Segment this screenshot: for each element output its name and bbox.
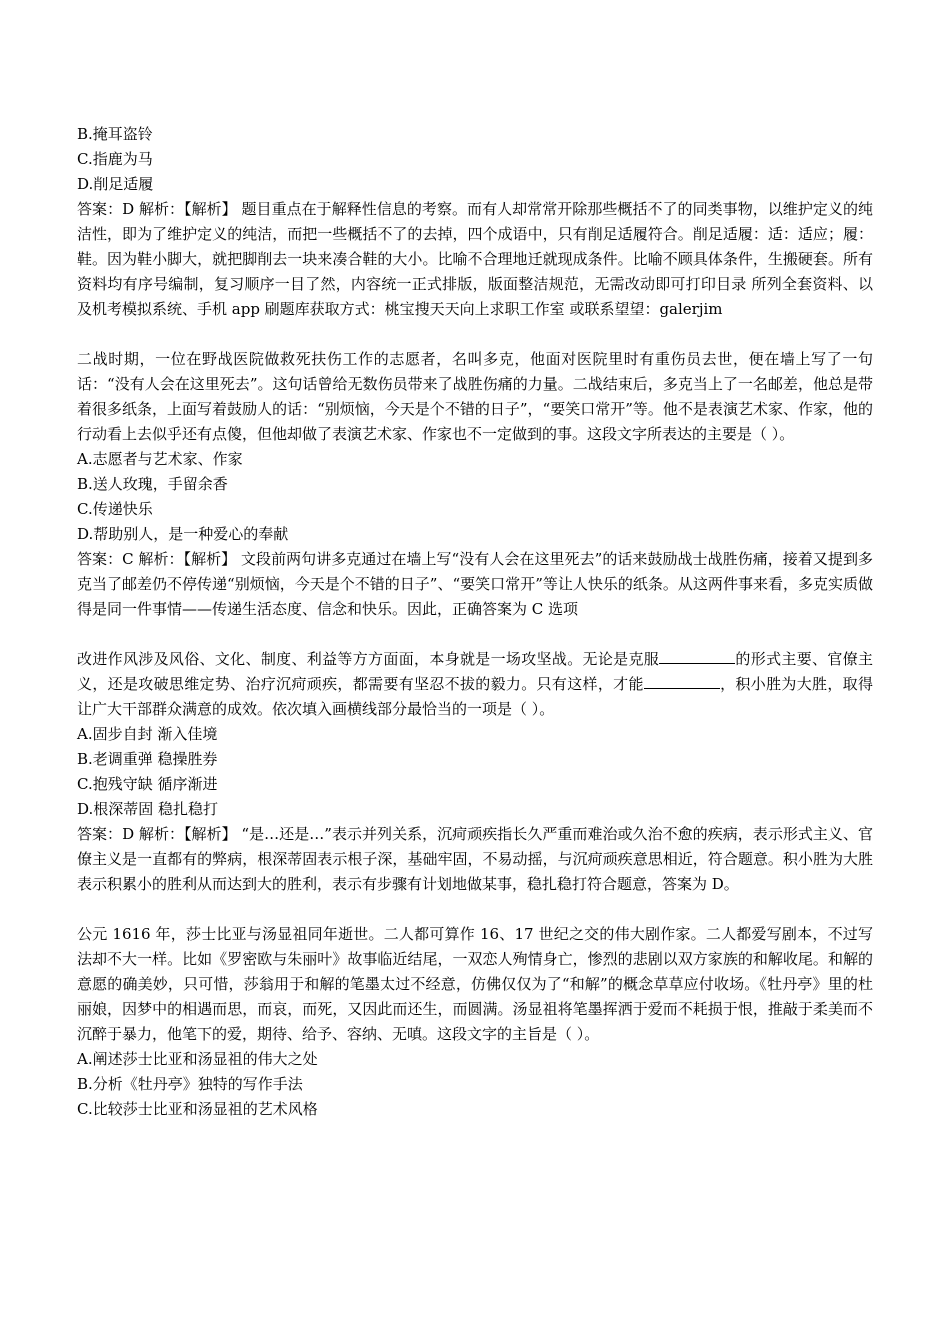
fill-blank-2 <box>644 674 720 689</box>
question-block-1 <box>77 122 873 322</box>
option-d: D.削足适履 <box>77 175 154 193</box>
option-a: A.固步自封 渐入佳境 <box>77 725 218 743</box>
question-block-4 <box>77 922 873 1122</box>
document-page <box>77 122 873 1122</box>
option-d: D.根深蒂固 稳扎稳打 <box>77 800 219 818</box>
option-b: B.送人玫瑰，手留余香 <box>77 475 228 493</box>
question-block-2 <box>77 347 873 622</box>
answer-explanation: 答案：D 解析：【解析】 “是…还是…”表示并列关系，沉疴顽疾指长久严重而难治或久治不愈的疾病，表示形式主义、官僚主义是一直都有的弊病，根深蒂固表示根子深，基础牢固，不易动摇，与沉疴顽疾意思相近，符合题意。积小胜为大胜表示积累小的胜利从而达到大的胜利，表示有步骤有计划地做某事，稳扎稳打符合题意，答案为 D。 <box>77 825 873 893</box>
fill-blank-1 <box>659 649 735 664</box>
option-b: B.老调重弹 稳操胜券 <box>77 750 218 768</box>
question-part-3: ，积小胜为大胜，取得让广大干部群众满意的成效。依次填入画横线部分最恰当的一项是（ ）。 <box>77 675 873 718</box>
answer-explanation: 答案：C 解析：【解析】 文段前两句讲多克通过在墙上写“没有人会在这里死去”的话来鼓励战士战胜伤痛，接着又提到多克当了邮差仍不停传递“别烦恼，今天是个不错的日子”、“要笑口常开”等让人快乐的纸条。从这两件事来看，多克实质做得是同一件事情——传递生活态度、信念和快乐。因此，正确答案为 C 选项 <box>77 550 873 618</box>
option-c: C.传递快乐 <box>77 500 153 518</box>
question-text: 二战时期，一位在野战医院做救死扶伤工作的志愿者，名叫多克，他面对医院里时有重伤员去世，便在墙上写了一句话：“没有人会在这里死去”。这句话曾给无数伤员带来了战胜伤痛的力量。二战结束后，多克当上了一名邮差，他总是带着很多纸条，上面写着鼓励人的话：“别烦恼，今天是个不错的日子”，“要笑口常开”等。他不是表演艺术家、作家，他的行动看上去似乎还有点傻，但他却做了表演艺术家、作家也不一定做到的事。这段文字所表达的主要是（ ）。 <box>77 350 873 443</box>
option-a: A.阐述莎士比亚和汤显祖的伟大之处 <box>77 1050 318 1068</box>
option-c: C.指鹿为马 <box>77 150 153 168</box>
option-b: B.分析《牡丹亭》独特的写作手法 <box>77 1075 303 1093</box>
question-text: 公元 1616 年，莎士比亚与汤显祖同年逝世。二人都可算作 16、17 世纪之交的伟大剧作家。二人都爱写剧本，不过写法却不大一样。比如《罗密欧与朱丽叶》故事临近结尾，一双恋人殉情身亡，惨烈的悲剧以双方家族的和解收尾。和解的意愿的确美妙，只可惜，莎翁用于和解的笔墨太过不经意，仿佛仅仅为了“和解”的概念草草应付收场。《牡丹亭》里的杜丽娘，因梦中的相遇而思，而哀，而死，又因此而还生，而圆满。汤显祖将笔墨挥洒于爱而不耗损于恨，推敲于柔美而不沉醉于暴力，他笔下的爱，期待、给予、容纳、无嗔。这段文字的主旨是（ ）。 <box>77 925 873 1043</box>
question-text <box>77 647 873 722</box>
option-c: C.抱残守缺 循序渐进 <box>77 775 218 793</box>
option-d: D.帮助别人，是一种爱心的奉献 <box>77 525 289 543</box>
option-b: B.掩耳盗铃 <box>77 125 153 143</box>
option-a: A.志愿者与艺术家、作家 <box>77 450 243 468</box>
answer-explanation: 答案：D 解析：【解析】 题目重点在于解释性信息的考察。而有人却常常开除那些概括不了的同类事物，以维护定义的纯洁性，即为了维护定义的纯洁，而把一些概括不了的去掉，四个成语中，只有削足适履符合。削足适履：适：适应；履：鞋。因为鞋小脚大，就把脚削去一块来凑合鞋的大小。比喻不合理地迁就现成条件。比喻不顾具体条件，生搬硬套。所有资料均有序号编制，复习顺序一目了然，内容统一正式排版，版面整洁规范，无需改动即可打印目录 所列全套资料、以及机考模拟系统、手机 app 刷题库获取方式：桃宝搜天天向上求职工作室 或联系望望：galerjim <box>77 200 873 318</box>
question-part-2: 的形式主要、官僚主义，还是攻破思维定势、治疗沉疴顽疾，都需要有坚忍不拔的毅力。只有这样，才能 <box>77 650 873 693</box>
question-part-1: 改进作风涉及风俗、文化、制度、利益等方方面面，本身就是一场攻坚战。无论是克服 <box>77 650 660 668</box>
question-block-3 <box>77 647 873 897</box>
option-c: C.比较莎士比亚和汤显祖的艺术风格 <box>77 1100 318 1118</box>
